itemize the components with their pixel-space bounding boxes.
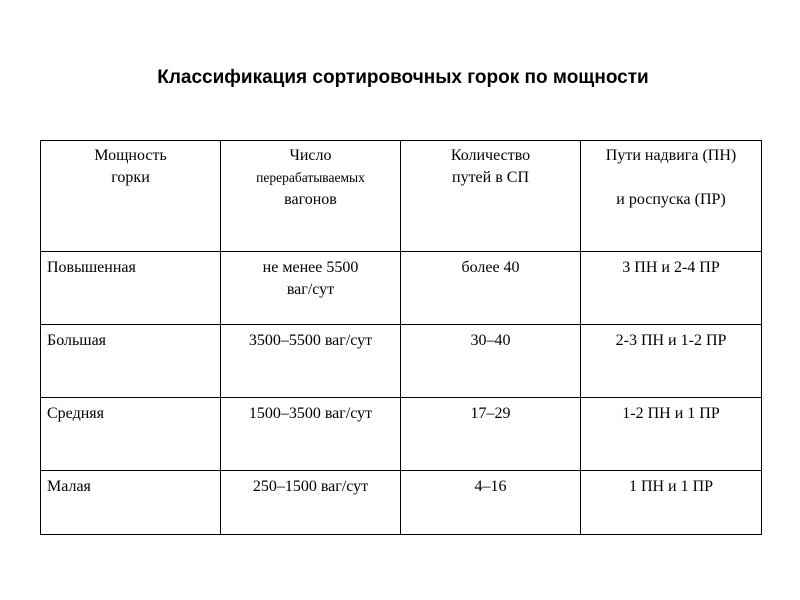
table-row xyxy=(41,252,762,325)
cell-lines: 3 ПН и 2-4 ПР xyxy=(581,252,762,325)
cell-wagons-line: ваг/сут xyxy=(286,281,335,298)
cell-wagons-line: 3500–5500 ваг/сут xyxy=(248,332,373,349)
header-tracks xyxy=(401,141,581,252)
cell-power: Средняя xyxy=(41,398,221,471)
table-row xyxy=(41,471,762,535)
cell-tracks: 17–29 xyxy=(401,398,581,471)
cell-tracks: 4–16 xyxy=(401,471,581,535)
table-row xyxy=(41,325,762,398)
cell-lines: 2-3 ПН и 1-2 ПР xyxy=(581,325,762,398)
cell-lines: 1-2 ПН и 1 ПР xyxy=(581,398,762,471)
cell-wagons xyxy=(221,325,401,398)
header-lines xyxy=(581,141,762,252)
classification-table xyxy=(40,140,762,535)
table-row xyxy=(41,398,762,471)
page-title: Классификация сортировочных горок по мощности xyxy=(157,67,649,88)
header-wagons-line: вагонов xyxy=(284,191,337,208)
header-wagons-line: Число xyxy=(289,147,332,164)
cell-wagons xyxy=(221,398,401,471)
cell-lines: 1 ПН и 1 ПР xyxy=(581,471,762,535)
cell-power: Повышенная xyxy=(41,252,221,325)
header-lines-line: Пути надвига (ПН) xyxy=(605,147,737,164)
cell-wagons xyxy=(221,252,401,325)
header-wagons-line: перерабатываемых xyxy=(256,170,365,185)
cell-wagons-line: 250–1500 ваг/сут xyxy=(252,478,369,495)
cell-tracks: 30–40 xyxy=(401,325,581,398)
header-lines-line: и роспуска (ПР) xyxy=(616,191,726,208)
header-wagons xyxy=(221,141,401,252)
header-tracks-line: Количество xyxy=(450,147,531,164)
cell-tracks: более 40 xyxy=(401,252,581,325)
header-power xyxy=(41,141,221,252)
cell-power: Малая xyxy=(41,471,221,535)
header-power-line: Мощность xyxy=(94,147,167,164)
cell-power: Большая xyxy=(41,325,221,398)
cell-wagons xyxy=(221,471,401,535)
cell-wagons-line: не менее 5500 xyxy=(262,259,359,276)
table-header-row xyxy=(41,141,762,252)
header-tracks-line: путей в СП xyxy=(452,169,529,186)
cell-wagons-line: 1500–3500 ваг/сут xyxy=(248,405,373,422)
header-power-line: горки xyxy=(111,169,150,186)
